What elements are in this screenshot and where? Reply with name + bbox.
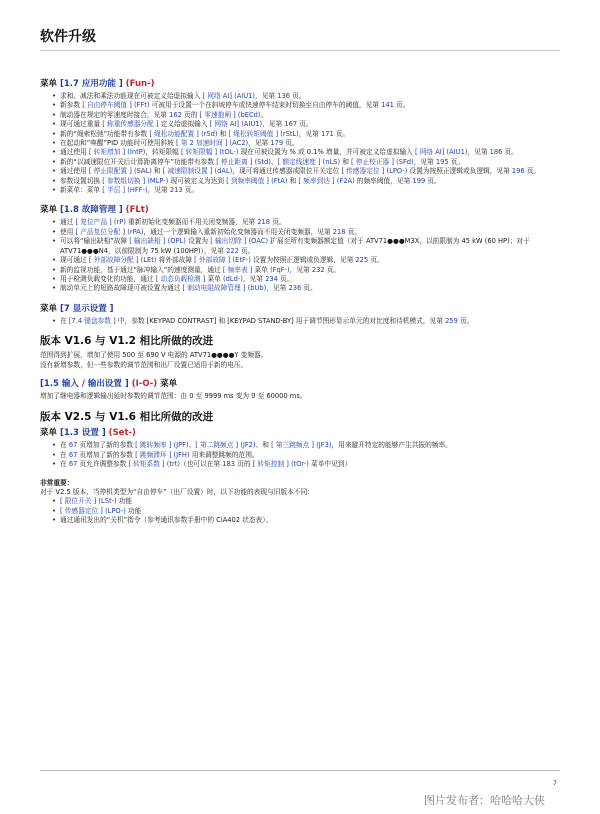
item-text: 菜单 <box>252 265 271 274</box>
item-text: 可被用于设置一个在斜坡停车或快速停车结束时切换至自由停车的阈值，见第 <box>149 101 382 110</box>
item-text: 页。 <box>182 186 199 195</box>
item-text: ，见第 <box>262 120 285 129</box>
menu-heading-fault-management: 菜单 [1.8 故障管理 ] (FLt) <box>40 205 149 216</box>
reference-link[interactable]: (LEt) <box>140 256 157 265</box>
reference-link[interactable]: 218 <box>257 218 270 227</box>
item-text: 页。 <box>277 274 294 283</box>
item-text: 新菜单：菜单 <box>60 186 103 195</box>
reference-link[interactable]: 67 <box>68 450 78 459</box>
page-title: 软件升级 <box>40 29 96 45</box>
reference-link[interactable]: [ 输出切除 ] <box>210 237 247 246</box>
item-text: 、和 <box>255 441 272 450</box>
display-settings-list <box>40 317 560 326</box>
item-text: 功能 <box>116 497 133 506</box>
content <box>40 78 560 535</box>
reference-link[interactable]: [ 绳松转矩阈值 ] <box>228 129 279 138</box>
reference-link[interactable]: (rPA) <box>127 227 144 236</box>
item-text: 功能 <box>125 506 142 515</box>
reference-link[interactable]: (JF2) <box>240 441 256 450</box>
settings-list <box>40 441 560 469</box>
reference-link[interactable]: [ 跳频滞环 ] <box>135 450 172 459</box>
list-item <box>60 148 560 157</box>
reference-link[interactable]: [ 到频率阈值 ] <box>226 176 270 185</box>
list-item <box>60 92 560 101</box>
reference-link[interactable]: [ 复位产品 ] <box>75 218 112 227</box>
reference-link[interactable]: [ 第二跳频点 ] <box>195 441 239 450</box>
menu-link-settings[interactable]: [1.3 设置 ] <box>59 428 106 439</box>
reference-link[interactable]: 218 <box>332 227 346 236</box>
item-text: 用来调整跳频的范围。 <box>189 450 259 459</box>
menu-heading-io-settings: [1.5 输入 / 输出设置 ] (I-O-) 菜单 <box>40 378 178 389</box>
reference-link[interactable]: [ 跳转频率 ] <box>135 441 172 450</box>
reference-link[interactable]: (OAC) <box>248 237 269 246</box>
reference-link[interactable]: [7.4 键盘参数 ] <box>68 316 116 325</box>
item-text: 现在可被设置为 % 或 0.1% 增量，并可被定义给虚拟输入 <box>238 148 415 157</box>
item-text: 通过通讯发出的“关机”指令（参考通讯参数手册中的 CiA402 状态表）。 <box>60 516 273 525</box>
reference-link[interactable]: [ 转矩增加 ] <box>88 148 126 157</box>
item-text: 的频率阈值，见第 <box>354 176 413 185</box>
reference-link[interactable]: [ 网络 AI] <box>209 120 240 129</box>
item-text: 将外部故障 <box>156 256 195 265</box>
item-text: 页。 <box>290 92 306 100</box>
reference-link[interactable]: [ 转矩控制 ] <box>252 460 289 469</box>
reference-link[interactable]: 186 <box>489 148 503 157</box>
item-text: ，见第 <box>413 157 436 166</box>
reference-link[interactable]: 179 <box>270 139 284 148</box>
application-functions-list <box>40 92 560 195</box>
reference-link[interactable]: [ 减速限制设置 ] <box>162 167 213 176</box>
reference-link[interactable]: (rSd) <box>201 129 218 138</box>
reference-link[interactable]: (SFd) <box>396 157 414 166</box>
reference-link[interactable]: (tOr-) <box>291 460 309 469</box>
reference-link[interactable]: 232 <box>311 265 325 274</box>
reference-link[interactable]: (rStL) <box>280 129 299 138</box>
reference-link[interactable]: (bUb) <box>247 284 267 293</box>
item-text: 和 <box>340 157 352 166</box>
item-text: ，转矩限幅 <box>145 148 181 157</box>
item-text: 。 <box>260 110 268 119</box>
list-item <box>60 186 560 195</box>
item-text: 页。 <box>333 129 350 138</box>
item-text: 现可被定义为达到 <box>168 176 227 185</box>
reference-link[interactable]: (FqF-) <box>270 265 290 274</box>
item-text: 菜单 <box>205 274 223 283</box>
menu-heading-settings: 菜单 [1.3 设置 ] (Set-) <box>40 428 136 439</box>
menu-heading-display-settings: 菜单 [7 显示设置 ] <box>40 303 114 314</box>
item-text: 、 <box>188 441 196 450</box>
item-text: 通过使用 <box>60 167 89 176</box>
item-text: 现可通过重量 <box>60 120 103 129</box>
menu-link-fault-management[interactable]: [1.8 故障管理 ] <box>59 205 123 216</box>
reference-link[interactable]: (trt) <box>166 460 181 469</box>
reference-link[interactable]: (JPF) <box>173 441 189 450</box>
title-rule <box>40 50 560 51</box>
reference-link[interactable]: (dLd-) <box>223 274 243 283</box>
item-text: 页增加了新的参数 <box>77 441 136 450</box>
reference-link[interactable]: 141 <box>381 101 394 110</box>
reference-link[interactable]: (nLS) <box>322 157 341 166</box>
reference-link[interactable]: (Std) <box>254 157 271 166</box>
v16-paragraph-1: 范围得到扩展，增加了使用 500 至 690 V 电源的 ATV71●●●●Y 变频器。 <box>40 351 268 360</box>
item-text: 重新初始化变频器而不用关闭变频器，见第 <box>125 218 258 227</box>
reference-link[interactable]: 67 <box>68 441 78 450</box>
reference-link[interactable]: [ 输出缺相 ] <box>129 237 166 246</box>
reference-link[interactable]: [ 转矩限幅 ] <box>180 148 218 157</box>
reference-link[interactable]: [ 网络 AI] <box>202 92 232 100</box>
item-text: 定义给虚拟输入 <box>158 120 210 129</box>
list-item <box>60 275 560 284</box>
item-text: 新的“绳索松弛”功能带有参数 <box>60 129 150 138</box>
important-note-list <box>40 497 560 525</box>
item-text: 中，参数 [KEYPAD CONTRAST] 和 [KEYPAD STAND-BY] 用于调节图形显示单元的对比度和待机模式，见第 <box>115 316 446 325</box>
item-text: ，见第 <box>242 274 266 283</box>
item-text: 页的 <box>235 460 253 469</box>
item-text: 页。 <box>283 139 299 148</box>
reference-link[interactable]: 199 <box>412 176 426 185</box>
reference-link[interactable]: [ 绳松功能配置 ] <box>149 129 199 138</box>
reference-link[interactable]: [ 半层 ] <box>102 186 126 195</box>
item-text: 页。 <box>345 227 362 236</box>
reference-link[interactable]: [ 参数组切换 ] <box>102 176 146 185</box>
list-item <box>60 218 560 227</box>
item-text: 页。 <box>301 284 317 293</box>
item-text: 在 <box>60 460 69 469</box>
reference-link[interactable]: [ 限位开关 ] <box>60 497 97 506</box>
item-text: 参数设置切换 <box>60 176 103 185</box>
reference-link[interactable]: [ 停止限配置 ] <box>88 167 132 176</box>
item-text: 设置为按照正逻辑或负逻辑，见第 <box>250 256 356 265</box>
reference-link[interactable]: [ 制动电阻故障管理 ] <box>182 284 246 293</box>
item-text: 在起动和“唤醒”PID 功能时可使用斜坡 <box>60 139 176 148</box>
reference-link[interactable]: (bECd) <box>237 110 261 119</box>
item-text: 通过使用 <box>60 148 89 157</box>
item-text: 现可通过 <box>60 256 89 265</box>
list-item <box>60 516 560 525</box>
item-text: 和 <box>151 167 163 176</box>
reference-link[interactable]: (AIU1) <box>234 92 256 100</box>
item-text: 页。 <box>502 148 518 157</box>
item-text: 页。 <box>457 316 474 325</box>
reference-link[interactable]: (rP) <box>113 218 126 227</box>
item-text: 新的监视功能，基于通过“脉冲输入”的速度测量，通过 <box>60 265 223 274</box>
reference-link[interactable]: 259 <box>445 316 458 325</box>
reference-link[interactable]: [ 传感器定位 ] <box>341 167 385 176</box>
item-text: 新的“以减速限位开关后计算距离停车”功能带有参数 <box>60 157 217 166</box>
version-heading-v16: 版本 V1.6 与 V1.2 相比所做的改进 <box>40 335 214 348</box>
item-text: 页。 <box>425 176 441 185</box>
item-text: ，见第 <box>467 148 490 157</box>
item-text: 页。 <box>269 218 286 227</box>
reference-link[interactable]: 222 <box>226 246 239 255</box>
reference-link[interactable]: (FFt) <box>133 101 150 110</box>
menu-link-io-settings[interactable]: [1.5 输入 / 输出设置 ] <box>40 378 129 389</box>
item-text: ，见第 <box>266 284 289 293</box>
item-text: ，见第 <box>289 265 312 274</box>
menu-link-application-functions[interactable]: [1.7 应用功能 ] <box>59 79 123 89</box>
item-text: 新参数 <box>60 101 83 110</box>
reference-link[interactable]: [ 停止校正器 ] <box>351 157 394 166</box>
reference-link[interactable]: [ 传感器定位 ] <box>60 506 103 515</box>
item-text: ，见第 <box>255 92 278 100</box>
item-text: （也可以在第 <box>180 460 223 469</box>
page-number: 7 <box>553 780 557 787</box>
item-text: 页。 <box>393 101 410 110</box>
reference-link[interactable]: (AC2) <box>229 139 249 148</box>
item-text: 、 <box>270 157 278 166</box>
reference-link[interactable]: (IntP) <box>127 148 146 157</box>
item-text: 页增加了新的参数 <box>77 450 136 459</box>
reference-link[interactable]: (AIU1) <box>241 120 263 129</box>
item-text: ，见第 <box>298 129 321 138</box>
menu-link-display-settings[interactable]: [7 显示设置 ] <box>59 303 114 314</box>
reference-link[interactable]: 195 <box>435 157 449 166</box>
reference-link[interactable]: [ 频率到达 ] <box>298 176 335 185</box>
reference-link[interactable]: 167 <box>284 120 298 129</box>
list-item <box>60 167 560 176</box>
reference-link[interactable]: (tOL-) <box>219 148 239 157</box>
list-item <box>60 177 560 186</box>
list-item <box>60 228 560 237</box>
item-text: ，现可将通过传感器或限位开关定位 <box>232 167 342 176</box>
reference-link[interactable]: (EtF-) <box>232 256 251 265</box>
item-text: 页。 <box>448 157 465 166</box>
menu-heading-application-functions: 菜单 [1.7 应用功能 ] (Fun-) <box>40 79 155 89</box>
reference-link[interactable]: (LPO-) <box>105 506 126 515</box>
list-item <box>60 130 560 139</box>
item-text: 页。 <box>368 256 384 265</box>
item-text: 求和、减法和乘法功能现在可被定义给虚拟输入 <box>60 92 203 100</box>
item-text: 页。 <box>297 120 313 129</box>
item-text: 使用 <box>60 227 76 236</box>
reference-link[interactable]: [ 外部故障 ] <box>194 256 231 265</box>
item-text: 用于检测负载变化的功能，通过 <box>60 274 156 283</box>
item-text: 可以将“输出缺相”故障 <box>60 237 130 246</box>
list-item <box>60 101 560 110</box>
reference-link[interactable]: (HFF-) <box>127 186 148 195</box>
item-text: 菜单中见到） <box>308 460 352 469</box>
reference-link[interactable]: (FtA) <box>271 176 288 185</box>
item-text: 设置为 <box>185 237 211 246</box>
reference-link[interactable]: (MLP-) <box>147 176 169 185</box>
item-text: 页允许调整参数 <box>77 460 129 469</box>
list-item <box>60 158 560 167</box>
reference-link[interactable]: (LPO-) <box>386 167 408 176</box>
item-text: 制动器在规定的零速度时接合，见第 <box>60 110 170 119</box>
reference-link[interactable]: [ 零速抱闸 ] <box>199 110 236 119</box>
footer-rule <box>40 770 560 771</box>
reference-link[interactable]: [ 外部故障分配 ] <box>88 256 139 265</box>
reference-link[interactable]: 196 <box>511 167 525 176</box>
reference-link[interactable]: 236 <box>288 284 302 293</box>
item-text: 制动单元上的短路故障现可被设置为通过 <box>60 284 183 293</box>
item-text: 通过 <box>60 218 76 227</box>
reference-link[interactable]: [ 网络 AI] <box>415 148 445 157</box>
item-text: 页。 <box>324 265 341 274</box>
reference-link[interactable]: [ 称重传感器分配 ] <box>102 120 159 129</box>
item-text: 扩展至所有变频器额定值（对于 ATV71●●●M3X，以前限制为 45 kW (60 HP)；对于 ATV71●●●N4，以前限制为 75 kW (100HP)），见第 <box>60 237 530 255</box>
item-text: ，通过一个逻辑输入重新初始化变频器而不用关闭变频器，见第 <box>143 227 333 236</box>
item-text: 设置为按照正逻辑或负逻辑，见第 <box>407 167 512 176</box>
reference-link[interactable]: 136 <box>277 92 290 100</box>
list-item <box>60 120 560 129</box>
reference-link[interactable]: 171 <box>321 129 334 138</box>
reference-link[interactable]: 162 <box>169 110 182 119</box>
reference-link[interactable]: (JFH) <box>173 450 190 459</box>
reference-link[interactable]: [ 第三跳频点 ] <box>271 441 315 450</box>
reference-link[interactable]: 67 <box>68 460 78 469</box>
reference-link[interactable]: [ 动态负载检测 ] <box>155 274 206 283</box>
item-text: 和 <box>217 129 229 138</box>
list-item <box>60 111 560 120</box>
io-settings-paragraph: 增加了继电器和逻辑输出延时参数的调节范围：由 0 至 9999 ms 变为 0 至 60000 ms。 <box>40 391 307 400</box>
reference-link[interactable]: [ 停止距离 ] <box>216 157 253 166</box>
list-item <box>60 460 560 469</box>
reference-link[interactable]: (AIU1) <box>446 148 468 157</box>
fault-management-list <box>40 218 560 293</box>
list-item <box>60 451 560 460</box>
reference-link[interactable]: 234 <box>265 274 278 283</box>
reference-link[interactable]: [ 频率表 ] <box>222 265 253 274</box>
list-item <box>60 284 560 293</box>
important-note-title: 非常重要： <box>40 478 74 487</box>
item-text: 页。 <box>238 246 255 255</box>
important-note-intro: 对于 V2.5 版本，当停机类型为“自由停车”（出厂设置）时，以下功能的表现与旧版本不同： <box>40 487 314 496</box>
item-text: 页。 <box>524 167 541 176</box>
item-text: 在 <box>60 441 69 450</box>
list-item <box>60 317 560 326</box>
item-text: ，见第 <box>147 186 170 195</box>
reference-link[interactable]: (JF3) <box>316 441 332 450</box>
reference-link[interactable]: [ 转矩系数 ] <box>128 460 165 469</box>
version-heading-v25: 版本 V2.5 与 V1.6 相比所做的改进 <box>40 411 214 424</box>
reference-link[interactable]: 213 <box>169 186 183 195</box>
v16-paragraph-2: 没有新增参数，但一些参数的调节范围和出厂设置已适用于新的电压。 <box>40 360 248 369</box>
list-item <box>60 497 560 506</box>
reference-link[interactable]: [ 产品复位分配 ] <box>75 227 126 236</box>
reference-link[interactable]: 183 <box>222 460 236 469</box>
list-item <box>60 266 560 275</box>
list-item <box>60 441 560 450</box>
reference-link[interactable]: (SAL) <box>133 167 152 176</box>
reference-link[interactable]: [ 额定线速度 ] <box>277 157 321 166</box>
reference-link[interactable]: [ 第 2 加速时间 ] <box>175 139 228 148</box>
item-text: 在 <box>60 450 69 459</box>
reference-link[interactable]: [ 自由停车阈值 ] <box>82 101 132 110</box>
item-text: ，用来避开特定的能够产生共振的频率。 <box>331 441 452 450</box>
item-text: 在 <box>60 316 69 325</box>
reference-link[interactable]: (F2A) <box>336 176 355 185</box>
reference-link[interactable]: 225 <box>355 256 369 265</box>
list-item <box>60 256 560 265</box>
reference-link[interactable]: (OPL) <box>167 237 186 246</box>
watermark: 图片发布者：哈哈哈大侠 <box>424 794 545 807</box>
list-item <box>60 237 560 256</box>
list-item <box>60 507 560 516</box>
reference-link[interactable]: (LSt-) <box>98 497 117 506</box>
item-text: 和 <box>287 176 299 185</box>
item-text: 页的 <box>181 110 200 119</box>
reference-link[interactable]: (dAL) <box>214 167 233 176</box>
item-text: ，见第 <box>248 139 271 148</box>
